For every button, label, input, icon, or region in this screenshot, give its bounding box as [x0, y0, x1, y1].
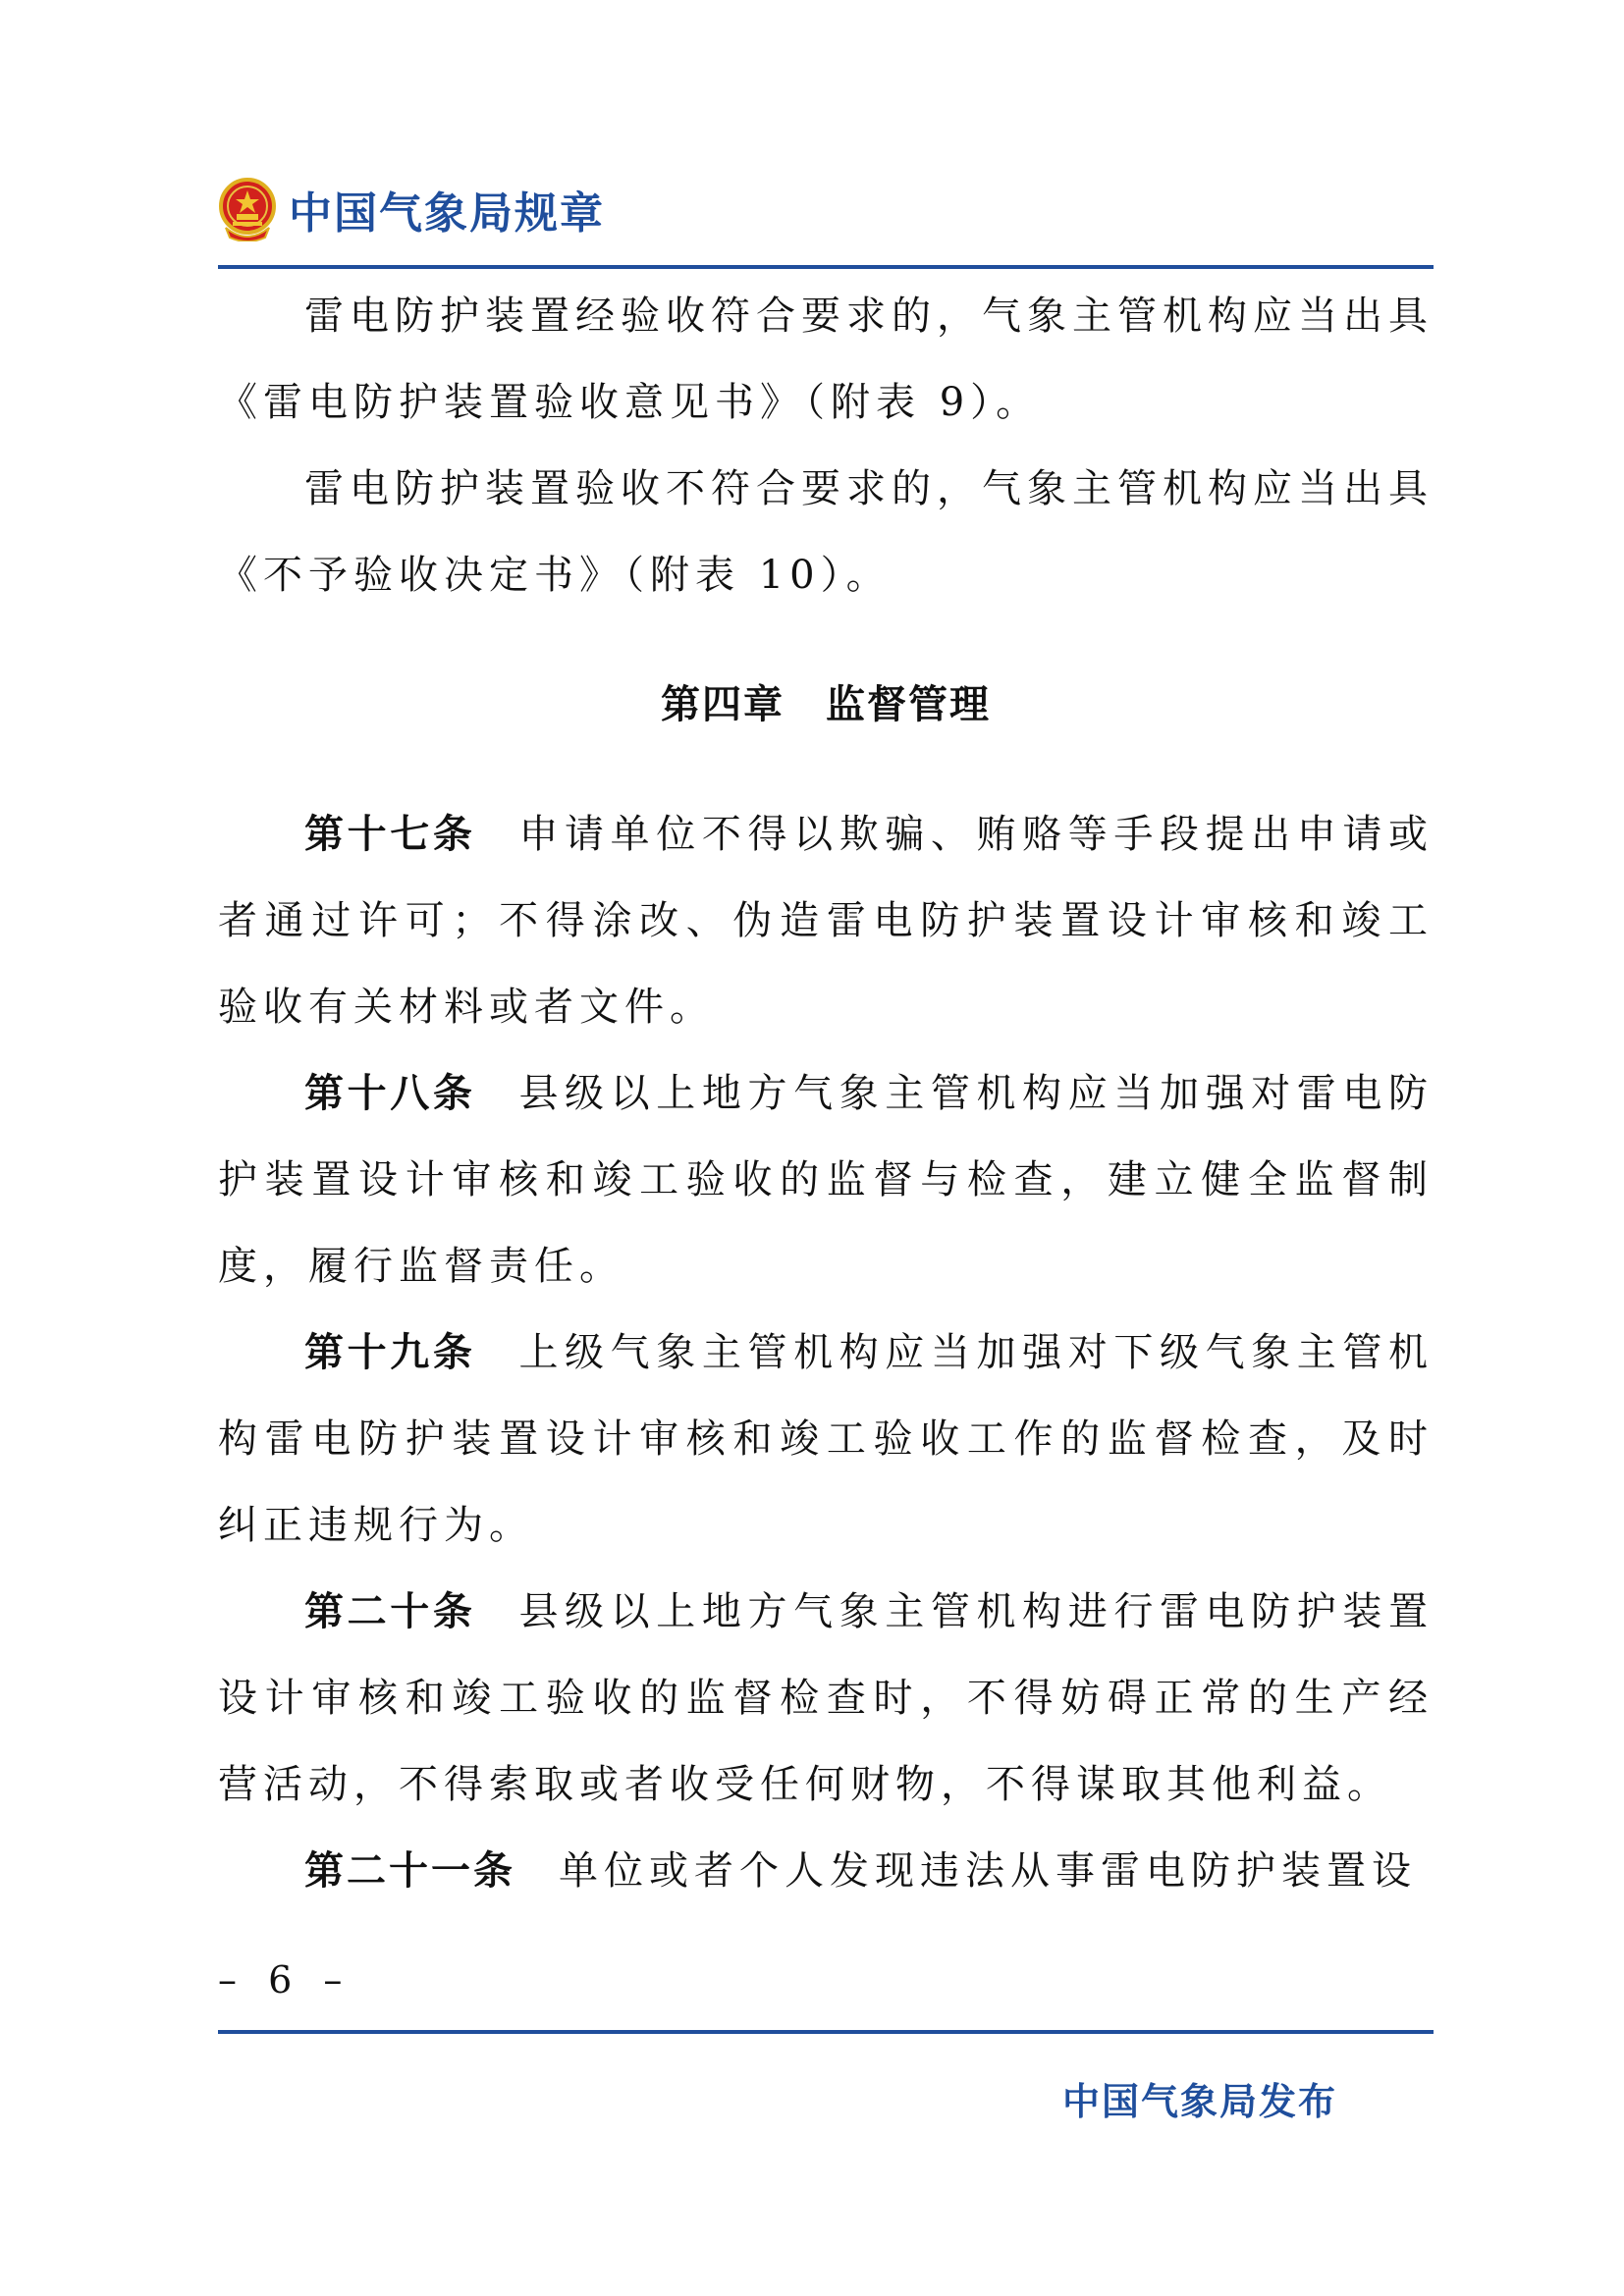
- article-text: 上级气象主管机构应当加强对下级气象主管机构雷电防护装置设计审核和竣工验收工作的监督检查，及时纠正违规行为。: [218, 1330, 1435, 1548]
- article: [218, 791, 1434, 1050]
- article: [218, 1309, 1434, 1569]
- article-label: 第二十条: [304, 1589, 476, 1634]
- article-label: 第二十一条: [304, 1848, 515, 1894]
- chapter-heading: 第四章 监督管理: [661, 682, 991, 727]
- article-text: 县级以上地方气象主管机构应当加强对雷电防护装置设计审核和竣工验收的监督与检查，建立健全监督制度，履行监督责任。: [218, 1071, 1435, 1289]
- page-header: [218, 175, 605, 243]
- article-label: 第十七条: [304, 812, 476, 857]
- footer-publisher: 中国气象局发布: [1062, 2080, 1338, 2123]
- article-text: 单位或者个人发现违法从事雷电防护装置设: [559, 1848, 1417, 1894]
- article-text: 县级以上地方气象主管机构进行雷电防护装置设计审核和竣工验收的监督检查时，不得妨碍正常的生产经营活动，不得索取或者收受任何财物，不得谋取其他利益。: [218, 1589, 1435, 1807]
- article-label: 第十八条: [304, 1071, 476, 1116]
- footer-divider: [218, 2030, 1434, 2034]
- article-text: 申请单位不得以欺骗、贿赂等手段提出申请或者通过许可；不得涂改、伪造雷电防护装置设计审核和竣工验收有关材料或者文件。: [218, 812, 1435, 1030]
- page-number: – 6 –: [218, 1958, 352, 2002]
- paragraph: 雷电防护装置经验收符合要求的，气象主管机构应当出具《雷电防护装置验收意见书》（附表 9）。: [218, 294, 1434, 425]
- article-label: 第十九条: [304, 1330, 476, 1375]
- header-divider: [218, 265, 1434, 269]
- article: [218, 1569, 1434, 1828]
- article: [218, 1828, 1434, 1914]
- national-emblem-icon: [218, 177, 277, 241]
- paragraph: 雷电防护装置验收不符合要求的，气象主管机构应当出具《不予验收决定书》（附表 10）。: [218, 466, 1434, 598]
- article: [218, 1050, 1434, 1309]
- header-title: 中国气象局规章: [289, 188, 605, 239]
- document-body: [218, 273, 1434, 1914]
